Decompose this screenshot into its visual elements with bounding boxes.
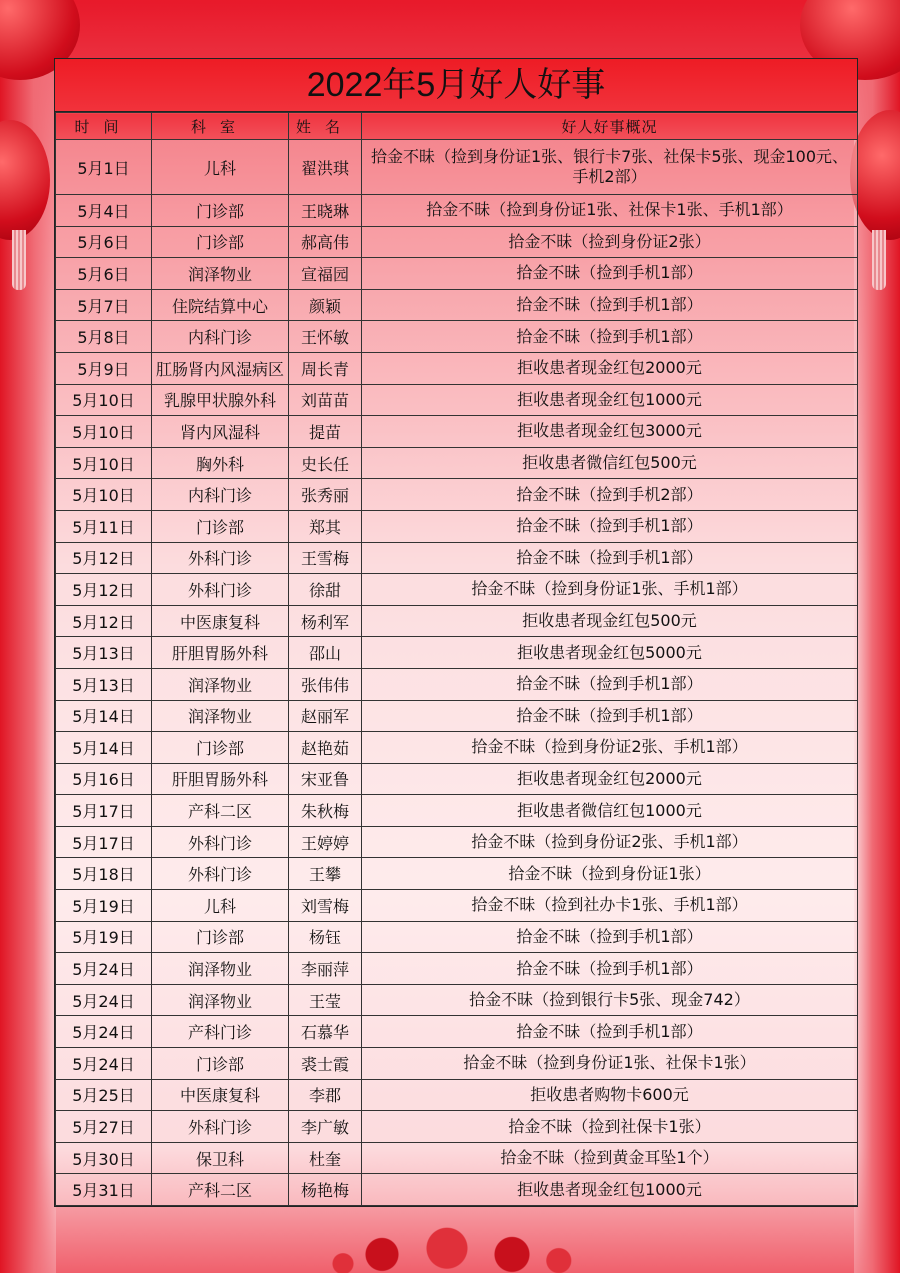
cell-summary: 拒收患者现金红包2000元 bbox=[362, 352, 858, 384]
cell-name: 颜颖 bbox=[289, 289, 362, 321]
table-body bbox=[56, 140, 858, 1206]
cell-dept: 外科门诊 bbox=[152, 858, 289, 890]
cell-dept: 保卫科 bbox=[152, 1142, 289, 1174]
cell-dept: 内科门诊 bbox=[152, 479, 289, 511]
table-row bbox=[56, 195, 858, 227]
cell-date: 5月24日 bbox=[56, 1016, 152, 1048]
cell-name: 朱秋梅 bbox=[289, 795, 362, 827]
cell-summary: 拾金不昧（捡到身份证2张、手机1部） bbox=[362, 826, 858, 858]
cell-date: 5月31日 bbox=[56, 1174, 152, 1206]
cell-name: 提苗 bbox=[289, 416, 362, 448]
table-row bbox=[56, 479, 858, 511]
cell-dept: 中医康复科 bbox=[152, 1079, 289, 1111]
cell-name: 郝高伟 bbox=[289, 226, 362, 258]
tassel-left-decor bbox=[12, 230, 26, 290]
table-header-row bbox=[56, 113, 858, 140]
table-row bbox=[56, 416, 858, 448]
cell-date: 5月9日 bbox=[56, 352, 152, 384]
cell-dept: 产科二区 bbox=[152, 1174, 289, 1206]
table-row bbox=[56, 447, 858, 479]
cell-name: 翟洪琪 bbox=[289, 140, 362, 195]
table-row bbox=[56, 984, 858, 1016]
cell-dept: 润泽物业 bbox=[152, 258, 289, 290]
cell-dept: 肝胆胃肠外科 bbox=[152, 763, 289, 795]
cell-dept: 外科门诊 bbox=[152, 542, 289, 574]
cell-summary: 拾金不昧（捡到身份证1张、社保卡1张） bbox=[362, 1048, 858, 1080]
table-row bbox=[56, 258, 858, 290]
cell-name: 刘苗苗 bbox=[289, 384, 362, 416]
flowers-bottom-decor bbox=[330, 1211, 590, 1273]
cell-summary: 拒收患者购物卡600元 bbox=[362, 1079, 858, 1111]
cell-summary: 拒收患者现金红包1000元 bbox=[362, 1174, 858, 1206]
cell-name: 王攀 bbox=[289, 858, 362, 890]
cell-dept: 儿科 bbox=[152, 890, 289, 922]
cell-date: 5月10日 bbox=[56, 447, 152, 479]
cell-name: 裘士霞 bbox=[289, 1048, 362, 1080]
document-sheet bbox=[54, 58, 858, 1207]
cell-dept: 润泽物业 bbox=[152, 984, 289, 1016]
header-summary: 好人好事概况 bbox=[362, 113, 858, 140]
cell-dept: 产科门诊 bbox=[152, 1016, 289, 1048]
cell-name: 赵丽军 bbox=[289, 700, 362, 732]
cell-name: 赵艳茹 bbox=[289, 732, 362, 764]
cell-date: 5月19日 bbox=[56, 890, 152, 922]
cell-date: 5月13日 bbox=[56, 637, 152, 669]
cell-name: 石慕华 bbox=[289, 1016, 362, 1048]
table-row bbox=[56, 668, 858, 700]
cell-name: 杜奎 bbox=[289, 1142, 362, 1174]
cell-summary: 拾金不昧（捡到社保卡1张） bbox=[362, 1111, 858, 1143]
cell-summary: 拾金不昧（捡到手机1部） bbox=[362, 542, 858, 574]
table-row bbox=[56, 352, 858, 384]
table-row bbox=[56, 605, 858, 637]
table-row bbox=[56, 226, 858, 258]
cell-date: 5月17日 bbox=[56, 795, 152, 827]
table-row bbox=[56, 921, 858, 953]
cell-summary: 拾金不昧（捡到手机1部） bbox=[362, 668, 858, 700]
good-deeds-table bbox=[55, 112, 858, 1206]
table-row bbox=[56, 1174, 858, 1206]
table-row bbox=[56, 140, 858, 195]
cell-dept: 中医康复科 bbox=[152, 605, 289, 637]
cell-date: 5月18日 bbox=[56, 858, 152, 890]
cell-dept: 胸外科 bbox=[152, 447, 289, 479]
cell-summary: 拒收患者微信红包1000元 bbox=[362, 795, 858, 827]
cell-name: 杨利军 bbox=[289, 605, 362, 637]
cell-dept: 门诊部 bbox=[152, 226, 289, 258]
cell-summary: 拾金不昧（捡到身份证2张） bbox=[362, 226, 858, 258]
cell-summary: 拾金不昧（捡到手机1部） bbox=[362, 258, 858, 290]
cell-summary: 拾金不昧（捡到身份证1张、银行卡7张、社保卡5张、现金100元、手机2部） bbox=[362, 140, 858, 195]
cell-dept: 外科门诊 bbox=[152, 826, 289, 858]
cell-summary: 拾金不昧（捡到银行卡5张、现金742） bbox=[362, 984, 858, 1016]
cell-summary: 拒收患者微信红包500元 bbox=[362, 447, 858, 479]
table-row bbox=[56, 1111, 858, 1143]
cell-date: 5月14日 bbox=[56, 700, 152, 732]
cell-dept: 乳腺甲状腺外科 bbox=[152, 384, 289, 416]
cell-date: 5月12日 bbox=[56, 542, 152, 574]
cell-dept: 润泽物业 bbox=[152, 668, 289, 700]
cell-name: 徐甜 bbox=[289, 574, 362, 606]
table-row bbox=[56, 953, 858, 985]
cell-summary: 拾金不昧（捡到身份证1张、社保卡1张、手机1部） bbox=[362, 195, 858, 227]
cell-date: 5月16日 bbox=[56, 763, 152, 795]
cell-date: 5月6日 bbox=[56, 258, 152, 290]
cell-date: 5月6日 bbox=[56, 226, 152, 258]
cell-name: 刘雪梅 bbox=[289, 890, 362, 922]
cell-summary: 拒收患者现金红包5000元 bbox=[362, 637, 858, 669]
cell-name: 杨艳梅 bbox=[289, 1174, 362, 1206]
table-row bbox=[56, 542, 858, 574]
cell-name: 杨钰 bbox=[289, 921, 362, 953]
cell-dept: 门诊部 bbox=[152, 510, 289, 542]
cell-date: 5月10日 bbox=[56, 479, 152, 511]
cell-summary: 拒收患者现金红包2000元 bbox=[362, 763, 858, 795]
cell-summary: 拾金不昧（捡到手机1部） bbox=[362, 289, 858, 321]
cell-date: 5月1日 bbox=[56, 140, 152, 195]
cell-name: 王怀敏 bbox=[289, 321, 362, 353]
header-dept: 科室 bbox=[152, 113, 289, 140]
table-row bbox=[56, 510, 858, 542]
cell-summary: 拾金不昧（捡到手机1部） bbox=[362, 510, 858, 542]
cell-date: 5月13日 bbox=[56, 668, 152, 700]
cell-date: 5月10日 bbox=[56, 416, 152, 448]
cell-dept: 外科门诊 bbox=[152, 574, 289, 606]
cell-date: 5月24日 bbox=[56, 953, 152, 985]
cell-date: 5月19日 bbox=[56, 921, 152, 953]
cell-dept: 门诊部 bbox=[152, 732, 289, 764]
table-row bbox=[56, 637, 858, 669]
cell-summary: 拒收患者现金红包1000元 bbox=[362, 384, 858, 416]
cell-summary: 拾金不昧（捡到身份证1张） bbox=[362, 858, 858, 890]
table-row bbox=[56, 289, 858, 321]
cell-date: 5月12日 bbox=[56, 605, 152, 637]
cell-date: 5月17日 bbox=[56, 826, 152, 858]
cell-summary: 拾金不昧（捡到身份证1张、手机1部） bbox=[362, 574, 858, 606]
cell-summary: 拒收患者现金红包3000元 bbox=[362, 416, 858, 448]
cell-name: 宋亚鲁 bbox=[289, 763, 362, 795]
cell-summary: 拾金不昧（捡到手机2部） bbox=[362, 479, 858, 511]
header-name: 姓名 bbox=[289, 113, 362, 140]
cell-name: 史长任 bbox=[289, 447, 362, 479]
cell-dept: 肝胆胃肠外科 bbox=[152, 637, 289, 669]
table-row bbox=[56, 1048, 858, 1080]
cell-name: 宣福园 bbox=[289, 258, 362, 290]
table-row bbox=[56, 890, 858, 922]
cell-name: 邵山 bbox=[289, 637, 362, 669]
cell-dept: 外科门诊 bbox=[152, 1111, 289, 1143]
cell-dept: 门诊部 bbox=[152, 921, 289, 953]
cell-name: 张秀丽 bbox=[289, 479, 362, 511]
cell-summary: 拾金不昧（捡到手机1部） bbox=[362, 1016, 858, 1048]
cell-date: 5月14日 bbox=[56, 732, 152, 764]
table-row bbox=[56, 321, 858, 353]
cell-dept: 产科二区 bbox=[152, 795, 289, 827]
cell-dept: 门诊部 bbox=[152, 1048, 289, 1080]
page-title: 2022年5月好人好事 bbox=[55, 59, 857, 112]
cell-summary: 拾金不昧（捡到手机1部） bbox=[362, 700, 858, 732]
cell-name: 王晓琳 bbox=[289, 195, 362, 227]
table-row bbox=[56, 1142, 858, 1174]
tassel-right-decor bbox=[872, 230, 886, 290]
cell-summary: 拾金不昧（捡到黄金耳坠1个） bbox=[362, 1142, 858, 1174]
cell-summary: 拾金不昧（捡到身份证2张、手机1部） bbox=[362, 732, 858, 764]
table-row bbox=[56, 858, 858, 890]
cell-date: 5月30日 bbox=[56, 1142, 152, 1174]
cell-date: 5月4日 bbox=[56, 195, 152, 227]
table-row bbox=[56, 795, 858, 827]
cell-date: 5月25日 bbox=[56, 1079, 152, 1111]
cell-date: 5月11日 bbox=[56, 510, 152, 542]
header-date: 时间 bbox=[56, 113, 152, 140]
cell-name: 郑其 bbox=[289, 510, 362, 542]
cell-name: 李郡 bbox=[289, 1079, 362, 1111]
cell-name: 张伟伟 bbox=[289, 668, 362, 700]
cell-summary: 拾金不昧（捡到社办卡1张、手机1部） bbox=[362, 890, 858, 922]
cell-name: 周长青 bbox=[289, 352, 362, 384]
table-row bbox=[56, 1016, 858, 1048]
cell-dept: 肛肠肾内风湿病区 bbox=[152, 352, 289, 384]
cell-name: 李广敏 bbox=[289, 1111, 362, 1143]
cell-date: 5月10日 bbox=[56, 384, 152, 416]
cell-summary: 拾金不昧（捡到手机1部） bbox=[362, 321, 858, 353]
cell-name: 李丽萍 bbox=[289, 953, 362, 985]
cell-date: 5月24日 bbox=[56, 1048, 152, 1080]
cell-dept: 住院结算中心 bbox=[152, 289, 289, 321]
table-row bbox=[56, 700, 858, 732]
table-row bbox=[56, 1079, 858, 1111]
cell-date: 5月7日 bbox=[56, 289, 152, 321]
cell-dept: 门诊部 bbox=[152, 195, 289, 227]
cell-date: 5月27日 bbox=[56, 1111, 152, 1143]
cell-date: 5月24日 bbox=[56, 984, 152, 1016]
cell-name: 王莹 bbox=[289, 984, 362, 1016]
cell-name: 王婷婷 bbox=[289, 826, 362, 858]
table-row bbox=[56, 384, 858, 416]
table-row bbox=[56, 826, 858, 858]
cell-dept: 内科门诊 bbox=[152, 321, 289, 353]
cell-dept: 儿科 bbox=[152, 140, 289, 195]
cell-dept: 润泽物业 bbox=[152, 953, 289, 985]
cell-dept: 肾内风湿科 bbox=[152, 416, 289, 448]
cell-summary: 拾金不昧（捡到手机1部） bbox=[362, 953, 858, 985]
table-row bbox=[56, 732, 858, 764]
cell-summary: 拒收患者现金红包500元 bbox=[362, 605, 858, 637]
cell-name: 王雪梅 bbox=[289, 542, 362, 574]
cell-date: 5月8日 bbox=[56, 321, 152, 353]
cell-summary: 拾金不昧（捡到手机1部） bbox=[362, 921, 858, 953]
table-row bbox=[56, 763, 858, 795]
table-row bbox=[56, 574, 858, 606]
cell-dept: 润泽物业 bbox=[152, 700, 289, 732]
cell-date: 5月12日 bbox=[56, 574, 152, 606]
